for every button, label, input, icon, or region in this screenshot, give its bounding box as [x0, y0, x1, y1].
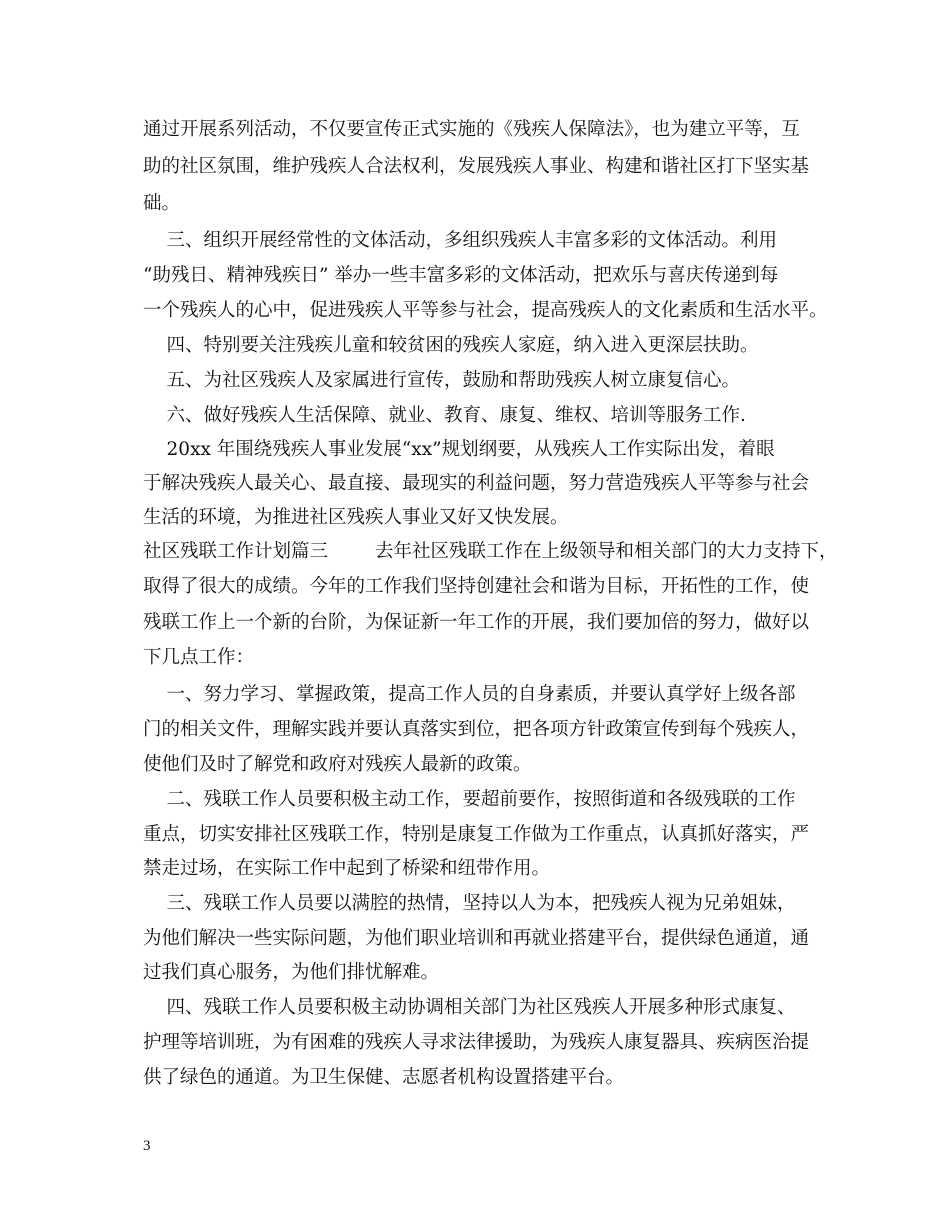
text-line: “助残日、精神残疾日” 举办一些丰富多彩的文体活动，把欢乐与喜庆传递到每 — [143, 265, 779, 286]
text-line: 二、残联工作人员要积极主动工作，要超前要作，按照街道和各级残联的工作 — [143, 789, 796, 810]
text-line: 通过开展系列活动，不仅要宣传正式实施的《残疾人保障法》，也为建立平等，互 — [143, 119, 800, 140]
text-line: 重点，切实安排社区残联工作，特别是康复工作做为工作重点，认真抓好落实，严 — [143, 824, 810, 845]
text-line: 三、残联工作人员要以满腔的热情，坚持以人为本，把残疾人视为兄弟姐妹， — [143, 893, 796, 914]
text-line: 供了绿色的通道。为卫生保健、志愿者机构设置搭建平台。 — [143, 1067, 625, 1088]
text-line: 五、为社区残疾人及家属进行宣传，鼓励和帮助残疾人树立康复信心。 — [143, 370, 741, 391]
text-line: 禁走过场，在实际工作中起到了桥梁和纽带作用。 — [143, 858, 551, 879]
text-line: 础。 — [143, 193, 181, 214]
text-line: 四、残联工作人员要积极主动协调相关部门为社区残疾人开展多种形式康复、 — [143, 997, 796, 1018]
text-line: 20xx 年围绕残疾人事业发展“xx”规划纲要，从残疾人工作实际出发，着眼 — [143, 439, 775, 460]
text-line: 助的社区氛围，维护残疾人合法权利，发展残疾人事业、构建和谐社区打下坚实基 — [143, 156, 810, 177]
text-line: 为他们解决一些实际问题，为他们职业培训和再就业搭建平台，提供绿色通道，通 — [143, 928, 810, 949]
text-line: 一个残疾人的心中，促进残疾人平等参与社会，提高残疾人的文化素质和生活水平。 — [143, 300, 828, 321]
text-line: 六、做好残疾人生活保障、就业、教育、康复、维权、培训等服务工作. — [143, 405, 746, 426]
text-line: 三、组织开展经常性的文体活动，多组织残疾人丰富多彩的文体活动。利用 — [143, 230, 778, 251]
text-line: 使他们及时了解党和政府对残疾人最新的政策。 — [143, 754, 532, 775]
section-heading-line: 社区残联工作计划篇三 去年社区残联工作在上级领导和相关部门的大力支持下， — [143, 541, 838, 562]
text-line: 生活的环境，为推进社区残疾人事业又好又快发展。 — [143, 507, 569, 528]
text-line: 残联工作上一个新的台阶，为保证新一年工作的开展，我们要加倍的努力，做好以 — [143, 612, 810, 633]
text-line: 护理等培训班，为有困难的残疾人寻求法律援助，为残疾人康复器具、疾病医治提 — [143, 1032, 810, 1053]
text-line: 过我们真心服务，为他们排忧解难。 — [143, 962, 440, 983]
text-line: 四、特别要关注残疾儿童和较贫困的残疾人家庭，纳入进入更深层扶助。 — [143, 335, 759, 356]
text-line: 门的相关文件，理解实践并要认真落实到位，把各项方针政策宣传到每个残疾人， — [143, 719, 810, 740]
text-line: 一、努力学习、掌握政策，提高工作人员的自身素质，并要认真学好上级各部 — [143, 684, 796, 705]
page-number: 3 — [143, 1138, 151, 1154]
text-line: 取得了很大的成绩。今年的工作我们坚持创建社会和谐为目标，开拓性的工作，使 — [143, 576, 810, 597]
text-line: 下几点工作： — [143, 647, 255, 668]
text-line: 于解决残疾人最关心、最直接、最现实的利益问题，努力营造残疾人平等参与社会 — [143, 473, 810, 494]
